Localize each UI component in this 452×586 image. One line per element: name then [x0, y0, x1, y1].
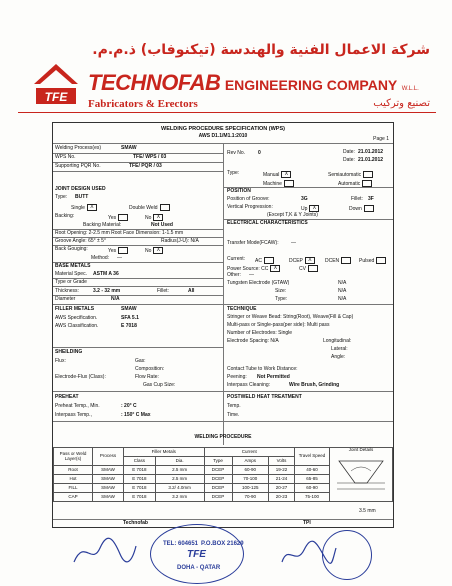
automatic-checkbox[interactable] — [362, 180, 372, 187]
type-automatic[interactable]: Automatic — [338, 180, 372, 187]
table-row: FILL SMAW E 7018 3.2/ 4.0mm DCEP 100-125 20-27 60-90 — [54, 484, 393, 493]
back-gouging-yes[interactable]: Yes — [108, 247, 128, 254]
backing-yes[interactable]: Yes — [108, 214, 128, 221]
svg-text:TFE: TFE — [44, 90, 68, 104]
welding-process-value: SMAW — [121, 145, 137, 151]
peening-value: Not Permitted — [257, 374, 290, 380]
joint-details-cell: Joint Details — [330, 448, 393, 502]
joint-note: 3.5 mm — [359, 508, 376, 514]
diameter-value: N/A — [111, 296, 120, 302]
current-dcen[interactable]: DCEN — [325, 257, 351, 264]
vertical-up[interactable]: Up X — [301, 205, 319, 212]
power-source-cv[interactable]: CV — [299, 265, 318, 272]
electrical-heading: ELECTRICAL CHARACTERISTICS — [227, 220, 308, 226]
joint-detail-sketch-icon — [333, 453, 389, 495]
type-machine[interactable]: Machine — [263, 180, 294, 187]
joint-design-heading: JOINT DESIGN USED — [55, 186, 106, 192]
current-pulsed[interactable]: Pulsed — [359, 257, 386, 264]
semiautomatic-checkbox[interactable] — [363, 171, 373, 178]
current-ac[interactable]: AC — [255, 257, 274, 264]
root-opening: Root Opening: 2-2.5 mm Root Face Dimension: 1-1.5 mm — [55, 230, 184, 236]
type-manual[interactable]: Manual X — [263, 171, 291, 178]
date-value-1: 21.01.2012 — [358, 149, 384, 155]
double-weld-option[interactable]: Double Weld — [129, 204, 170, 211]
fillet-position-value: 3F — [368, 196, 374, 202]
pqr-number-value: TFE/ PQR / 03 — [129, 163, 162, 169]
company-name-arabic: شركة الاعمال الفنية والهندسة (تيكنوفاب) ذ.م.م. — [92, 42, 430, 58]
page-number: Page 1 — [373, 136, 389, 142]
fillet-thickness-value: All — [188, 288, 195, 294]
aws-spec-value: SFA 5.1 — [121, 315, 139, 321]
company-stamp: TEL: 604651 P.O.BOX 21629 TFE DOHA - QATAR — [150, 524, 244, 584]
groove-angle: Groove Angle: 65° ± 5° — [55, 238, 106, 244]
machine-checkbox[interactable] — [284, 180, 294, 187]
letterhead — [30, 40, 430, 114]
current-dcep[interactable]: DCEP X — [289, 257, 315, 264]
company-name-english: TECHNOFAB ENGINEERING COMPANY W.L.L. — [88, 70, 419, 95]
rev-number-value: 0 — [258, 150, 261, 156]
interpass-temp-value: : 150° C Max — [121, 412, 151, 418]
wps-number-value: TFE/ WPS / 03 — [133, 154, 167, 160]
backing-no[interactable]: No X — [145, 214, 163, 221]
technique-heading: TECHNIQUE — [227, 306, 257, 312]
signature-right-icon — [278, 536, 338, 572]
table-row: Hot SMAW E 7018 2.5 mm DCEP 70-100 21-24 65-85 — [54, 475, 393, 484]
header-divider — [18, 112, 436, 113]
double-checkbox[interactable] — [160, 204, 170, 211]
table-row: Root SMAW E 7018 2.5 mm DCEP 60-90 19-22 40-60 — [54, 466, 393, 475]
preheat-heading: PREHEAT — [55, 394, 79, 400]
table-row: CAP SMAW E 7018 3.2 mm DCEP 70-90 20-23 75-100 — [54, 493, 393, 502]
power-source-cc[interactable]: Power Source: CC X — [227, 265, 280, 272]
groove-position-value: 3G — [301, 196, 308, 202]
tagline: Fabricators & Erectors — [88, 98, 198, 110]
filler-metals-heading: FILLER METALS — [55, 306, 95, 312]
back-gouging-no[interactable]: No X — [145, 247, 163, 254]
preheat-value: : 20° C — [121, 403, 137, 409]
form-title: WELDING PROCEDURE SPECIFICATION (WPS) — [161, 126, 285, 132]
shielding-heading: SHEILDING — [55, 349, 83, 355]
technofab-signatory: Technofab — [123, 520, 148, 526]
date-value-2: 21.01.2012 — [358, 157, 384, 163]
tpi-signatory: TPI — [303, 520, 311, 526]
single-checkbox[interactable]: X — [87, 204, 97, 211]
procedure-table-title: WELDING PROCEDURE — [194, 434, 252, 440]
base-spec-value: ASTM A 36 — [93, 271, 119, 277]
pwht-heading: POSTWELD HEAT TREATMENT — [227, 394, 302, 400]
signature-left-icon — [70, 532, 140, 572]
vertical-down[interactable]: Down — [349, 205, 374, 212]
single-weld-option[interactable]: Single X — [71, 204, 97, 211]
welding-procedure-table: Pass or Weld Layer(s) Process Filler Metals Current Travel Speed Joint Details Class Dia. Type Amps Volts Root SMAW E 7018 2.5 mm DCEP 60-90 19-22 40-60 Hot SMAW E 7018 2.5 mm DCEP 70-100 21-24 65-85 FILL SMAW E 7018 3.2/ 4.0mm DCEP 100-125 20-27 60-90 CAP SMAW E 7018 3.2 mm DCEP 70-90 20-23 75-100 — [53, 447, 393, 502]
form-subtitle: AWS D1.1/M1.1:2010 — [198, 133, 248, 139]
backing-material-value: Not Used — [151, 222, 173, 228]
base-metals-heading: BASE METALS — [55, 263, 91, 269]
joint-type-value: BUTT — [75, 194, 89, 200]
tagline-arabic: تصنيع وتركيب — [373, 98, 430, 109]
interpass-cleaning-value: Wire Brush, Grinding — [289, 382, 340, 388]
wps-form: WELDING PROCEDURE SPECIFICATION (WPS) AWS D1.1/M1.1:2010 Page 1 Welding Process(es) SMAW WPS No. TFE/ WPS / 03 Supporting PQR No. TFE/ PQR / 03 Rev No. 0 Date: 21.01.2012 Date: 21.01.2012 Type: Manual X Semiautomatic Machine Automatic JOINT DESIGN USED Type: BUTT Single X Double Weld Backing: Yes No X Backing Material: Not Used Root Opening: 2-2.5 mm Root Face Dimension: 1-1.5 mm Groove Angle: 65° ± 5° Radius(J-U): N/A Back Gouging: Yes No X Method: — POSITION Position of Groove: 3G Fillet: 3F Vertical Progression: Up X Down (Except T,K & Y Joints) ELECTRICAL CHARACTERISTICS Transfer Mode(FCAW): — Current: AC DCEP X DCEN Pulsed Power Source: CC X CV Other: — Tungsten Electrode (GTAW) N/A Size: N/A Type: N/A BASE METALS Material Spec. ASTM A 36 Type or Grade Thickness: 3.2 - 32 mm Fillet: All Diameter N/A FILLER METALS SMAW AWS Specification. SFA 5.1 AWS Classification. E 7018 TECHNIQUE Stringer or Weave Bead: String(Root), Weave(Fill & Cap) Multi-pass or Single-pass(per side): Multi pass Number of Electrodes: Single Electrode Spacing: N/A Longitudinal: Lateral: Angle: SHEILDING Flux: Gas: Composition: Flow Rate: Electrode-Flux (Class): Gas Cup Size: Contact Tube to Work Distance: Peening: Not Permitted Interpass Cleaning: Wire Brush, Grinding PREHEAT Preheat Temp., Min. : 20° C Interpass Temp., : 150° C Max POSTWELD HEAT TREATMENT Temp. Time. WELDING PROCEDURE Pass or Weld Layer(s) Process Filler Metals Current Travel Speed Joint Details Class Dia. Type Amps Volts Root SMAW E 7018 2.5 mm DCEP 60-90 19-22 40-60 Hot SMAW E 7018 2.5 mm DCEP 70-100 21-24 65-85 FILL SMAW E 7018 3.2/ 4.0mm DCEP 100-125 20-27 60-90 CAP SMAW E 7018 3.2 mm DCEP 70-90 20-23 75-100 3.5 mm Technofab TPI — [52, 122, 394, 528]
company-logo-icon — [30, 58, 82, 106]
thickness-value: 3.2 - 32 mm — [93, 288, 121, 294]
type-semiautomatic[interactable]: Semiautomatic — [328, 171, 373, 178]
aws-class-value: E 7018 — [121, 323, 137, 329]
manual-checkbox[interactable]: X — [281, 171, 291, 178]
position-heading: POSITION — [227, 188, 251, 194]
radius: Radius(J-U): N/A — [161, 238, 199, 244]
